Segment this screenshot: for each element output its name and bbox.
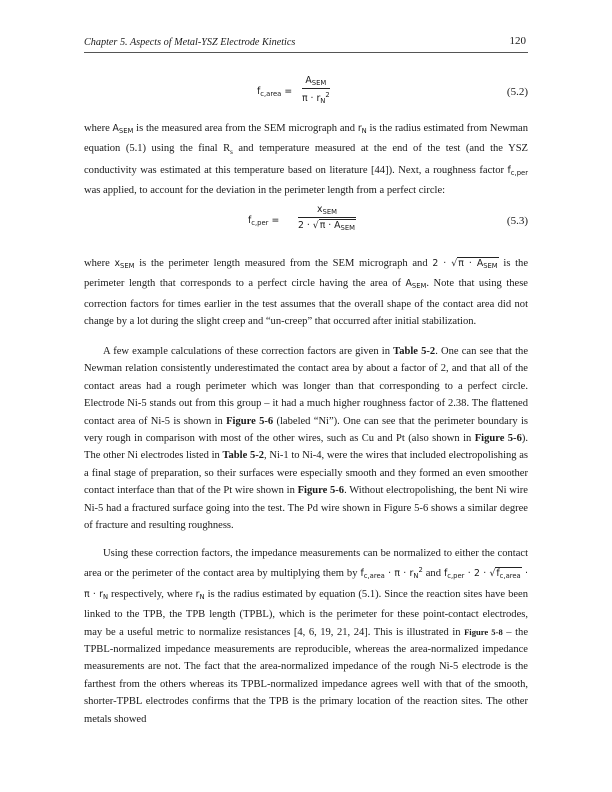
ref-figure-5-8: Figure 5-8 bbox=[464, 626, 503, 637]
equation-5-3 bbox=[84, 201, 528, 241]
ref-figure-5-6: Figure 5-6 bbox=[226, 415, 274, 427]
eq-5-2-lhs: $f_{c,area}$ = bbox=[257, 86, 293, 98]
paragraph-2: where $x_{SEM}$ is the perimeter length measured from the SEM micrograph and $2 \cdot √\pi \cdot A_{SEM}$ is the perimeter length that corresponds to a perfect circle having the area of $A_{SEM}$. Note that using these correction factors for times earlier in the test assumes that the overall shape of the contact area did not change by a lot during the slight creep and “un-creep” that occurred after initial stabilization. bbox=[84, 258, 529, 328]
chapter-title: Chapter 5. Aspects of Metal-YSZ Electrode Kinetics bbox=[84, 37, 296, 48]
ref-table-5-2: Table 5-2 bbox=[222, 450, 265, 462]
eq-5-3-denominator: $2 \cdot √\pi \cdot A_{SEM}$ bbox=[298, 220, 356, 232]
equation-5-2 bbox=[84, 72, 528, 112]
running-header bbox=[84, 34, 528, 53]
ref-figure-5-6: Figure 5-6 bbox=[297, 485, 345, 497]
paragraph-1: where $A_{SEM}$ is the measured area from the SEM micrograph and $r_N$ is the radius estimated from Newman equation (5.1) using the final $R_s$ and temperature measured at the end of the test (and the YSZ conductivity was estimated at this temperature based on literature [44]). Next, a roughness factor $f_{c,per}$ was applied, to account for the deviation in the perimeter length from a perfect circle: bbox=[84, 123, 528, 197]
ref-figure-5-6: Figure 5-6 bbox=[474, 433, 522, 445]
page-number: 120 bbox=[509, 35, 526, 47]
eq-5-2-denominator: $\pi \cdot r_N^2$ bbox=[302, 91, 330, 105]
eq-5-3-numerator: $x_{SEM}$ bbox=[298, 204, 356, 218]
eq-5-3-number: (5.3) bbox=[506, 215, 528, 227]
eq-5-2-numerator: $A_{SEM}$ bbox=[302, 75, 330, 89]
paragraph-3: A few example calculations of these correction factors are given in Table 5-2. One can see that the Newman relation consistently underestimated the contact area by about a factor of 2, and that all of the contact areas had a rough perimeter which was longer than that corresponding to a perfect circle. Electrode Ni-5 stands out from this group – it had a much higher roughness factor of 2.38. The flattened contact area of Ni-5 is shown in Figure 5-6 (labeled “Ni”). One can see that the perimeter boundary is very rough in comparison with most of the other wires, such as Cu and Pt (also shown in Figure 5-6). The other Ni electrodes listed in Table 5-2, Ni-1 to Ni-4, were the wires that included electropolishing as a final stage of preparation, so their surfaces were especially smooth and they formed an even smoother contact interface than that of the Pt wire shown in Figure 5-6. Without electropolishing, the bent Ni wire Ni-5 had a fractured surface going into the test. The Pd wire shown in Figure 5-6 shows a similar degree of fracture and resulting roughness. bbox=[84, 346, 529, 532]
paragraph-4: Using these correction factors, the impedance measurements can be normalized to either the contact area or the perimeter of the contact area by multiplying them by $f_{c,area} \cdot \pi \cdot r_N^2$ and $f_{c,per} \cdot 2 \cdot √f_{c,area} \cdot \pi \cdot r_N$ respectively, where $r_N$ is the radius estimated by equation (5.1). Since the reaction sites have been linked to the TPB, the TPB length (TPBL), which is the perimeter for these point-contact electrodes, may be a useful metric to normalize resistances [4, 6, 19, 21, 24]. This is illustrated in Figure 5-8 – the TPBL-normalized impedance measurements are reproducible, whereas the area-normalized impedance measurements are not. The fact that the area-normalized impedance of the rough Ni-5 electrode is the farthest from the others whereas its TPBL-normalized impedance agrees well with that of the smooth, shorter-TPBL electrodes confirms that the TPB is the primary location of the reaction sites. The other metals showed bbox=[84, 548, 528, 725]
eq-5-2-number: (5.2) bbox=[506, 86, 528, 98]
eq-5-3-lhs: $f_{c,per}$ = bbox=[248, 215, 280, 227]
eq-5-2-fraction bbox=[302, 75, 330, 105]
ref-table-5-2: Table 5-2 bbox=[393, 346, 436, 357]
eq-5-3-fraction bbox=[298, 204, 356, 232]
